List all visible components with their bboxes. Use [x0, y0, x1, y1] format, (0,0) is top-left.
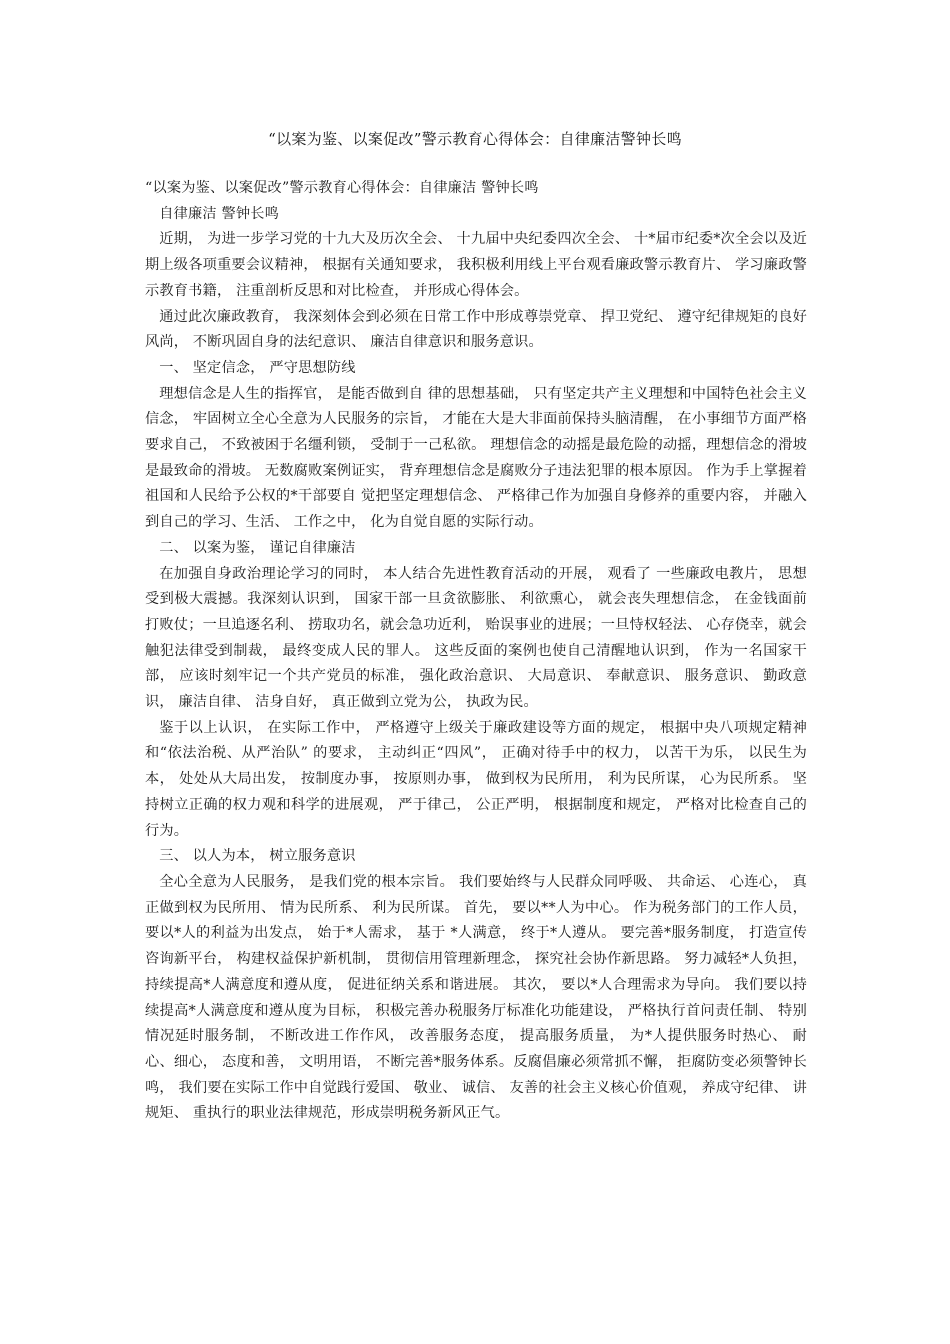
section-heading-3: 三、 以人为本， 树立服务意识	[159, 848, 356, 865]
document-title: “以案为鉴、以案促改”警示教育心得体会：自律廉洁警钟长鸣	[268, 130, 682, 148]
section-heading-1: 一、 坚定信念， 严守思想防线	[159, 359, 356, 376]
paragraph-section-2a: 在加强自身政治理论学习的同时， 本人结合先进性教育活动的开展， 观看了 一些廉政电教片， 思想受到极大震撼。我深刻认识到， 国家干部一旦贪欲膨胀、 利欲熏心， 就会丧失理想信念， 在金钱面前打败仗；一旦追逐名利、 捞取功名，就会急功近利， 贻误事业的进展；一旦恃权轻法、 心存侥幸，就会触犯法律受到制裁， 最终变成人民的罪人。 这些反面的案例也使自己清醒地认识到， 作为一名国家干部， 应该时刻牢记一个共产党员的标准， 强化政治意识、 大局意识、 奉献意识、 服务意识、 勤政意识， 廉洁自律、 洁身自好， 真正做到立党为公， 执政为民。	[145, 565, 807, 711]
document-body	[145, 176, 807, 1127]
section-heading-2: 二、 以案为鉴， 谨记自律廉洁	[159, 539, 356, 556]
document-subheading: 自律廉洁 警钟长鸣	[159, 205, 279, 222]
paragraph-section-2b: 鉴于以上认识， 在实际工作中， 严格遵守上级关于廉政建设等方面的规定， 根据中央八项规定精神和“依法治税、从严治队” 的要求， 主动纠正“四风”， 正确对待手中的权力， 以苦干为乐， 以民生为本， 处处从大局出发， 按制度办事， 按原则办事， 做到权为民所用， 利为民所谋， 心为民所系。 坚持树立正确的权力观和科学的进展观， 严于律己， 公正严明， 根据制度和规定， 严格对比检查自己的行为。	[145, 719, 807, 839]
document-subtitle: “以案为鉴、以案促改”警示教育心得体会：自律廉洁 警钟长鸣	[145, 180, 539, 196]
paragraph-section-1: 理想信念是人生的指挥官， 是能否做到自 律的思想基础， 只有坚定共产主义理想和中国特色社会主义信念， 牢固树立全心全意为人民服务的宗旨， 才能在大是大非面前保持头脑清醒， 在小事细节方面严格要求自己， 不致被困于名缰利锁， 受制于一己私欲。 理想信念的动摇是最危险的动摇，理想信念的滑坡是最致命的滑坡。 无数腐败案例证实， 背弃理想信念是腐败分子违法犯罪的根本原因。 作为手上掌握着祖国和人民给予公权的*干部要自 觉把坚定理想信念、 严格律己作为加强自身修养的重要内容， 并融入到自己的学习、生活、 工作之中， 化为自觉自愿的实际行动。	[145, 385, 807, 531]
paragraph-section-3: 全心全意为人民服务， 是我们党的根本宗旨。 我们要始终与人民群众同呼吸、 共命运、 心连心， 真正做到权为民所用、 情为民所系、 利为民所谋。 首先， 要以**人为中心。 作为税务部门的工作人员， 要以*人的利益为出发点， 始于*人需求， 基于 *人满意， 终于*人遵从。 要完善*服务制度， 打造宣传咨询新平台， 构建权益保护新机制， 贯彻信用管理新理念， 探究社会协作新思路。 努力减轻*人负担， 持续提高*人满意度和遵从度， 促进征纳关系和谐进展。 其次， 要以*人合理需求为导向。 我们要以持续提高*人满意度和遵从度为目标， 积极完善办税服务厅标准化功能建设， 严格执行首问责任制、 特别情况延时服务制， 不断改进工作作风， 改善服务态度， 提高服务质量， 为*人提供服务时热心、 耐心、细心， 态度和善， 文明用语， 不断完善*服务体系。反腐倡廉必须常抓不懈， 拒腐防变必须警钟长鸣， 我们要在实际工作中自觉践行爱国、 敬业、 诚信、 友善的社会主义核心价值观， 养成守纪律、 讲规矩、 重执行的职业法律规范，形成崇明税务新风正气。	[145, 873, 807, 1122]
paragraph-reflection: 通过此次廉政教育， 我深刻体会到必须在日常工作中形成尊崇党章、 捍卫党纪、 遵守纪律规矩的良好风尚， 不断巩固自身的法纪意识、 廉洁自律意识和服务意识。	[145, 308, 807, 351]
paragraph-intro: 近期， 为进一步学习党的十九大及历次全会、 十九届中央纪委四次全会、 十*届市纪委*次全会以及近期上级各项重要会议精神， 根据有关通知要求， 我积极利用线上平台观看廉政警示教育片、 学习廉政警示教育书籍， 注重剖析反思和对比检查， 并形成心得体会。	[145, 231, 807, 299]
